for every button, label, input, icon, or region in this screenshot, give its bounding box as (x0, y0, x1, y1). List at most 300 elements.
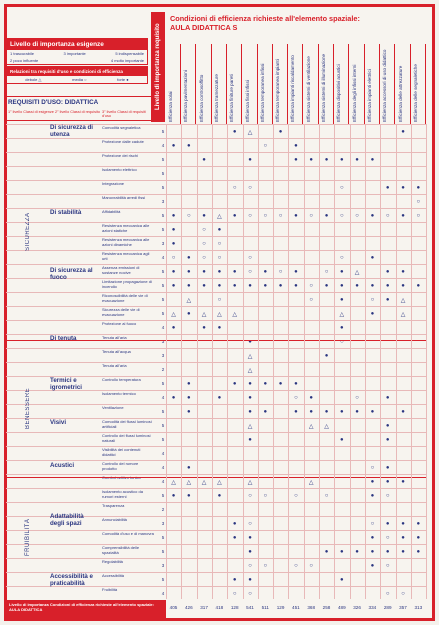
column-header: Efficienza tramezzature (212, 44, 227, 124)
relation-cell (258, 505, 273, 515)
relation-cell (319, 239, 334, 249)
relation-cell: ○ (385, 493, 390, 499)
total-value: 451 (292, 605, 300, 610)
relation-cell (258, 239, 273, 249)
relation-cell (288, 337, 303, 347)
relation-cell (212, 575, 227, 585)
relation-cell: ● (339, 297, 344, 303)
relation-cell (197, 519, 212, 529)
relation-cell: ● (186, 269, 191, 275)
relation-cell (365, 323, 380, 333)
relation-cell (288, 295, 303, 305)
relation-cell (258, 435, 273, 445)
relation-cell: ● (385, 185, 390, 191)
relation-cell (273, 141, 288, 151)
relation-cell (181, 547, 196, 557)
relation-cell (319, 575, 334, 585)
total-value: 129 (276, 605, 285, 610)
relation-cell (411, 365, 426, 375)
relation-cell (411, 253, 426, 263)
relation-cell (304, 547, 319, 557)
relation-cell (166, 351, 181, 361)
relation-cell (365, 225, 380, 235)
relation-cell: ○ (171, 255, 176, 261)
subclass-label: Di tenuta (50, 335, 77, 342)
total-value: 317 (200, 605, 208, 610)
relation-cell (258, 589, 273, 599)
relation-cell (227, 141, 242, 151)
relation-cell (181, 169, 196, 179)
table-row (6, 250, 426, 264)
subclass-label: Di sicurezza di utenza (50, 124, 93, 138)
relation-cell (350, 183, 365, 193)
relation-cell (212, 505, 227, 515)
relation-cell (273, 169, 288, 179)
relation-cell (411, 141, 426, 151)
relation-cell (227, 407, 242, 417)
relation-cell (227, 239, 242, 249)
relation-cell (166, 365, 181, 375)
relation-cell: ● (401, 213, 405, 219)
relation-cell (319, 323, 334, 333)
relation-cell (288, 463, 303, 473)
relation-cell (273, 197, 288, 207)
requirement-label: Comprensibilità delle spazialità (102, 545, 140, 555)
column-header: Efficienza finiture pareti (227, 44, 242, 124)
relation-cell (365, 449, 380, 459)
relation-cell (258, 225, 273, 235)
relation-cell (304, 183, 319, 193)
subclass-label: Di stabilità (50, 209, 82, 216)
relation-cell: ● (339, 437, 344, 443)
relation-cell (288, 365, 303, 375)
requirement-label: Ventilazione (102, 405, 124, 410)
relation-cell (227, 561, 242, 571)
relation-cell (243, 141, 258, 151)
grid-line (166, 124, 167, 599)
relation-cell (334, 365, 349, 375)
table-row (6, 320, 426, 334)
relation-cell (166, 183, 181, 193)
relation-cell (350, 477, 365, 487)
relation-cell: ● (232, 577, 237, 583)
relation-cell (166, 127, 181, 137)
relation-cell (197, 547, 212, 557)
relation-cell: ● (370, 535, 375, 541)
importance-level: 3 (161, 199, 165, 204)
relation-cell: △ (217, 479, 222, 486)
relation-cell (350, 561, 365, 571)
relation-cell (396, 435, 411, 445)
requirement-label: Manovrabilità arredi fissi (102, 195, 146, 200)
relation-cell: ● (370, 255, 375, 261)
table-row (6, 152, 426, 166)
relation-cell: ● (401, 521, 405, 527)
relation-cell (243, 309, 258, 319)
relation-cell: ○ (309, 213, 313, 219)
subclass-label: Visivi (50, 419, 67, 426)
relation-cell (411, 435, 426, 445)
relation-cell (380, 253, 395, 263)
grid-line (411, 124, 412, 599)
relation-cell (181, 421, 196, 431)
relation-cell (304, 519, 319, 529)
relation-cell (304, 463, 319, 473)
relation-cell (319, 253, 334, 263)
relation-cell: ● (416, 535, 421, 541)
subclass-label: Adattabilità degli spazi (50, 513, 84, 527)
relation-cell: ○ (294, 493, 298, 499)
relation-cell (334, 127, 349, 137)
relation-cell: ● (202, 269, 206, 275)
relation-cell (334, 477, 349, 487)
relation-cell (396, 393, 411, 403)
relation-cell (319, 169, 334, 179)
importance-level: 5 (161, 493, 165, 498)
relation-cell (380, 449, 395, 459)
relation-cell (181, 239, 196, 249)
relation-cell: ○ (232, 185, 237, 191)
relation-cell (166, 547, 181, 557)
relation-cell (243, 239, 258, 249)
relation-cell: ● (217, 325, 222, 331)
importance-level: 5 (161, 381, 165, 386)
relation-cell: ○ (385, 535, 390, 541)
relation-cell: ● (294, 213, 298, 219)
relation-cell (166, 421, 181, 431)
requirement-label: Resistenza meccanica alle azioni dinamiche (102, 237, 150, 247)
relation-cell (304, 379, 319, 389)
relation-cell: ● (232, 129, 237, 135)
relation-cell (304, 127, 319, 137)
relation-cell: ● (416, 549, 421, 555)
relation-cell: ○ (339, 255, 344, 261)
relation-cell (227, 393, 242, 403)
relation-cell (319, 127, 334, 137)
req-col2: 2° livello Classi di requisito (55, 110, 100, 114)
relation-cell (396, 337, 411, 347)
requirement-label: Tenuta all'aria (102, 335, 127, 340)
relation-cell (319, 589, 334, 599)
relation-cell (227, 225, 242, 235)
column-header: Efficienza pavimentazioni (181, 44, 196, 124)
table-row (6, 236, 426, 250)
relation-cell: ○ (339, 185, 344, 191)
relation-cell: ○ (248, 185, 252, 191)
relation-cell (197, 365, 212, 375)
relation-cell (212, 533, 227, 543)
relation-cell (380, 379, 395, 389)
requirement-label: Controllo dei flussi luminosi naturali (102, 433, 151, 443)
relation-cell (365, 421, 380, 431)
relation-cell (227, 351, 242, 361)
relation-cell (288, 449, 303, 459)
requirement-label: Isolamento acustico da rumori esterni (102, 489, 143, 499)
total-value: 326 (353, 605, 361, 610)
relation-cell: ● (401, 185, 405, 191)
relation-cell (319, 519, 334, 529)
requirement-label: Isolamento termico (102, 391, 136, 396)
requirement-label: Visibilità dei contenuti didattici (102, 447, 141, 457)
relation-cell (350, 127, 365, 137)
relation-cell (396, 197, 411, 207)
footer-label: Livello di importanza Condizioni di efficienza richieste all'elemento spaziale: AULA DIDATTICA (6, 600, 166, 618)
relation-cell (334, 505, 349, 515)
relation-cell (319, 449, 334, 459)
table-row (6, 306, 426, 320)
relation-cell: △ (186, 297, 192, 304)
relation-cell (258, 155, 273, 165)
relation-cell: ● (171, 493, 176, 499)
relation-cell (197, 141, 212, 151)
relation-cell: ● (217, 269, 222, 275)
relation-cell: ● (294, 143, 298, 149)
relation-cell (197, 561, 212, 571)
relation-cell: ● (186, 493, 191, 499)
requirement-label: Isolamento elettrico (102, 167, 137, 172)
grid-line (212, 124, 213, 599)
relation-cell (319, 183, 334, 193)
relation-cell: ● (309, 409, 313, 415)
relation-cell: ● (278, 381, 283, 387)
relation-cell: ● (294, 409, 298, 415)
relation-cell: ○ (217, 255, 222, 261)
relation-cell: ● (171, 213, 176, 219)
table-row (6, 138, 426, 152)
relation-cell (411, 239, 426, 249)
relation-cell (304, 309, 319, 319)
relation-cell (319, 141, 334, 151)
relation-cell (411, 351, 426, 361)
relation-cell: ○ (370, 465, 375, 471)
relation-cell (227, 505, 242, 515)
relation-cell (227, 477, 242, 487)
table-row (6, 586, 426, 600)
relation-cell (396, 379, 411, 389)
relation-cell (334, 239, 349, 249)
relation-cell (396, 491, 411, 501)
relation-cell (227, 365, 242, 375)
relation-cell (334, 519, 349, 529)
relation-cell (396, 141, 411, 151)
relation-cell (365, 267, 380, 277)
relation-cell: ● (385, 283, 390, 289)
relation-cell: ○ (309, 283, 313, 289)
total-value: 334 (368, 605, 377, 610)
table-row (6, 222, 426, 236)
relation-cell (365, 365, 380, 375)
relation-cell (319, 379, 334, 389)
importance-level: 5 (161, 157, 165, 162)
relation-cell: ● (248, 577, 252, 583)
requirements-header (6, 96, 151, 121)
legend2-item: media ○ (72, 77, 87, 82)
relation-cell (396, 169, 411, 179)
relation-cell (396, 351, 411, 361)
legend2-item: forte ● (117, 77, 129, 82)
requirement-label: Resistenza meccanica agli urti (102, 251, 150, 261)
relation-cell (365, 589, 380, 599)
importance-level: 2 (161, 367, 165, 372)
vertical-importance-label: Livello di importanza requisito (151, 12, 165, 122)
relation-cell (350, 533, 365, 543)
relation-cell (396, 575, 411, 585)
legend-item: 2 poco influente (10, 58, 39, 63)
class-sicurezza: SICUREZZA (25, 212, 31, 252)
importance-level: 3 (161, 241, 165, 246)
relation-cell (365, 435, 380, 445)
relation-cell (304, 169, 319, 179)
relation-cell: ○ (294, 563, 298, 569)
relation-cell (334, 169, 349, 179)
legend-importance (6, 38, 148, 65)
relation-cell (304, 449, 319, 459)
importance-level: 4 (161, 255, 165, 260)
requirement-label: Riconoscibilità delle vie di evacuazione (102, 293, 148, 303)
relation-cell: ● (324, 157, 329, 163)
relation-cell (304, 533, 319, 543)
relation-cell (212, 421, 227, 431)
relation-cell (334, 533, 349, 543)
total-value: 489 (337, 605, 346, 610)
total-value: 541 (246, 605, 254, 610)
total-value: 368 (307, 605, 316, 610)
requirement-label: Resistenza meccanica alle azioni statiche (102, 223, 150, 233)
relation-cell (319, 197, 334, 207)
relation-cell (334, 351, 349, 361)
column-header: Efficienza temporanea infissi (258, 44, 273, 124)
relation-cell: △ (324, 423, 329, 430)
relation-cell: ● (278, 129, 283, 135)
relation-cell (166, 407, 181, 417)
relation-cell (288, 351, 303, 361)
relation-cell: △ (217, 213, 222, 220)
table-row (6, 348, 426, 362)
relation-cell: ● (370, 493, 375, 499)
relation-cell (350, 575, 365, 585)
relation-cell (319, 435, 334, 445)
relation-cell: △ (400, 311, 406, 318)
relation-cell (411, 127, 426, 137)
grid-line (426, 124, 427, 599)
importance-level: 3 (161, 521, 165, 526)
title-line1: Condizioni di efficienza richieste all'elemento spaziale: (170, 14, 360, 23)
relation-cell (258, 183, 273, 193)
subclass-label: Acustici (50, 462, 75, 469)
relation-cell (365, 393, 380, 403)
importance-level: 4 (161, 325, 165, 330)
relation-cell: ● (416, 185, 421, 191)
relation-cell: △ (247, 353, 253, 360)
relation-cell (304, 351, 319, 361)
relation-cell (243, 323, 258, 333)
relation-cell (258, 295, 273, 305)
relation-cell (380, 197, 395, 207)
relation-cell (197, 127, 212, 137)
relation-cell: △ (247, 367, 253, 374)
relation-cell: △ (232, 311, 237, 318)
importance-level: 5 (161, 549, 165, 554)
relation-cell: ● (355, 157, 359, 163)
relation-cell: ● (401, 409, 405, 415)
relation-cell: ○ (263, 563, 268, 569)
relation-cell (212, 435, 227, 445)
requirement-label: Comodità dei flussi luminosi artificiali (102, 419, 152, 429)
table-row (6, 558, 426, 572)
relation-cell (350, 505, 365, 515)
relation-cell: ○ (186, 213, 191, 219)
relation-cell: ○ (370, 521, 375, 527)
relation-cell (212, 197, 227, 207)
relation-cell: ● (217, 283, 222, 289)
grid-line (227, 124, 228, 599)
relation-cell (365, 141, 380, 151)
relation-cell (227, 253, 242, 263)
relation-cell (396, 505, 411, 515)
relation-cell (258, 533, 273, 543)
relation-cell: ○ (355, 395, 359, 401)
relation-cell: ● (401, 479, 405, 485)
subclass-label: Termici e igrometrici (50, 377, 82, 391)
relation-cell (166, 449, 181, 459)
relation-cell (304, 435, 319, 445)
relation-cell (304, 505, 319, 515)
column-header: Efficienza sistemi di illuminazione (319, 44, 334, 124)
relation-cell (181, 337, 196, 347)
relation-cell (197, 393, 212, 403)
page-title (170, 14, 425, 32)
requirement-label: Regolabilità (102, 559, 123, 564)
total-value: 426 (184, 605, 193, 610)
relation-cell (350, 421, 365, 431)
relation-cell (288, 169, 303, 179)
relation-cell (319, 309, 334, 319)
relation-cell: ● (232, 535, 237, 541)
relation-cell (334, 379, 349, 389)
relation-cell (396, 561, 411, 571)
relation-cell (380, 575, 395, 585)
relation-cell (273, 337, 288, 347)
relation-cell (181, 323, 196, 333)
relation-cell (227, 295, 242, 305)
relation-cell (273, 533, 288, 543)
relation-cell (350, 239, 365, 249)
relation-cell (258, 575, 273, 585)
column-header: Efficienza sistemi di ventilazione (304, 44, 319, 124)
relation-cell (350, 491, 365, 501)
relation-cell (227, 155, 242, 165)
relation-cell (350, 309, 365, 319)
relation-cell (258, 337, 273, 347)
column-header: Efficienza accessori di uso didattico (380, 44, 395, 124)
relation-cell: △ (339, 311, 345, 318)
relation-cell (212, 141, 227, 151)
relation-cell (288, 477, 303, 487)
table-row (6, 194, 426, 208)
relation-cell (197, 421, 212, 431)
relation-cell (350, 351, 365, 361)
relation-cell (365, 379, 380, 389)
relation-cell: ● (171, 143, 176, 149)
relation-cell (350, 519, 365, 529)
relation-cell (365, 505, 380, 515)
relation-cell (380, 351, 395, 361)
importance-level: 5 (161, 535, 165, 540)
relation-cell (273, 519, 288, 529)
relation-cell (273, 589, 288, 599)
relation-cell: ● (294, 269, 298, 275)
relation-cell: ● (370, 213, 375, 219)
